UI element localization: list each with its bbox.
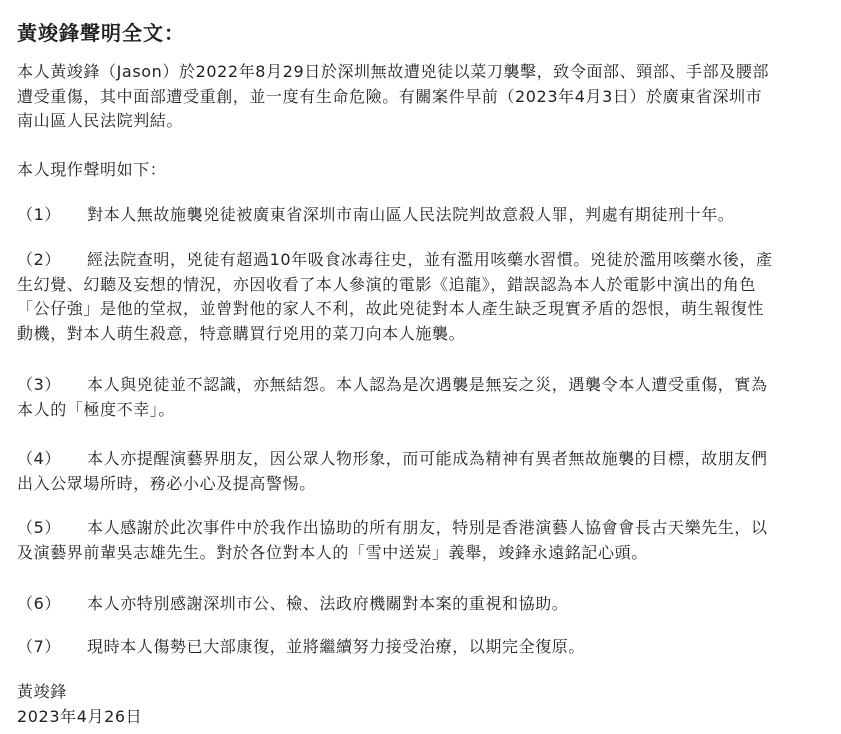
signature-block [17,680,142,729]
statement-item-5 [17,516,768,565]
item-line: 本人與兇徒並不認識，亦無結怨。本人認為是次遇襲是無妄之災，遇襲令本人遭受重傷，實為 [87,375,768,394]
item-line: 出入公眾場所時，務必小心及提高警惕。 [17,473,316,493]
item-line: 現時本人傷勢已大部康復，並將繼續努力接受治療，以期完全復原。 [87,637,586,656]
intro-line: 南山區人民法院判結。 [17,111,184,130]
intro-line: 遭受重傷，其中面部遭受重創，並一度有生命危險。有關案件早前（2023年4月3日）於廣東省深圳市 [17,86,763,106]
statement-item-1 [17,203,734,228]
item-number: （5） [17,518,61,537]
item-line: 本人亦特別感謝深圳市公、檢、法政府機關對本案的重視和協助。 [87,594,569,613]
item-line: 及演藝界前輩吳志雄先生。對於各位對本人的「雪中送炭」義舉，竣鋒永遠銘記心頭。 [17,542,648,562]
item-number: （1） [17,205,61,224]
signature-name: 黃竣鋒 [17,682,67,701]
statement-item-7 [17,635,585,660]
statement-item-2 [17,248,773,346]
item-line: 本人感謝於此次事件中於我作出協助的所有朋友，特別是香港演藝人協會會長古天樂先生，以 [87,518,768,537]
item-line: 本人亦提醒演藝界朋友，因公眾人物形象，而可能成為精神有異者無故施襲的目標，故朋友們 [87,449,768,468]
intro-paragraph [17,60,769,134]
item-line: 對本人無故施襲兇徒被廣東省深圳市南山區人民法院判故意殺人罪，判處有期徒刑十年。 [87,205,735,224]
item-number: （4） [17,449,61,468]
intro-line: 本人黃竣鋒（Jason）於2022年8月29日於深圳無故遭兇徒以菜刀襲擊，致令面部、頸部、手部及腰部 [17,62,770,81]
document-title: 黃竣鋒聲明全文： [17,21,185,45]
statement-item-3 [17,373,768,422]
item-line: 本人的「極度不幸」。 [17,399,176,419]
item-number: （2） [17,250,61,269]
item-line: 「公仔強」是他的堂叔，並曾對他的家人不利，故此兇徒對本人產生缺乏現實矛盾的怨恨，萌生報復性 [17,299,765,318]
signature-date: 2023年4月26日 [17,706,143,726]
item-line: 動機，對本人萌生殺意，特意購買行兇用的菜刀向本人施襲。 [17,323,466,343]
item-number: （7） [17,637,61,656]
item-line: 生幻覺、幻聽及妄想的情況，亦因收看了本人參演的電影《追龍》，錯誤認為本人於電影中演出的角色 [17,274,757,294]
statement-item-4 [17,447,768,496]
item-line: 經法院查明，兇徒有超過10年吸食冰毒往史，並有濫用咳藥水習慣。兇徒於濫用咳藥水後，產 [87,250,773,269]
item-number: （6） [17,594,61,613]
item-number: （3） [17,375,61,394]
statement-lead: 本人現作聲明如下： [17,160,167,179]
statement-item-6 [17,592,568,617]
